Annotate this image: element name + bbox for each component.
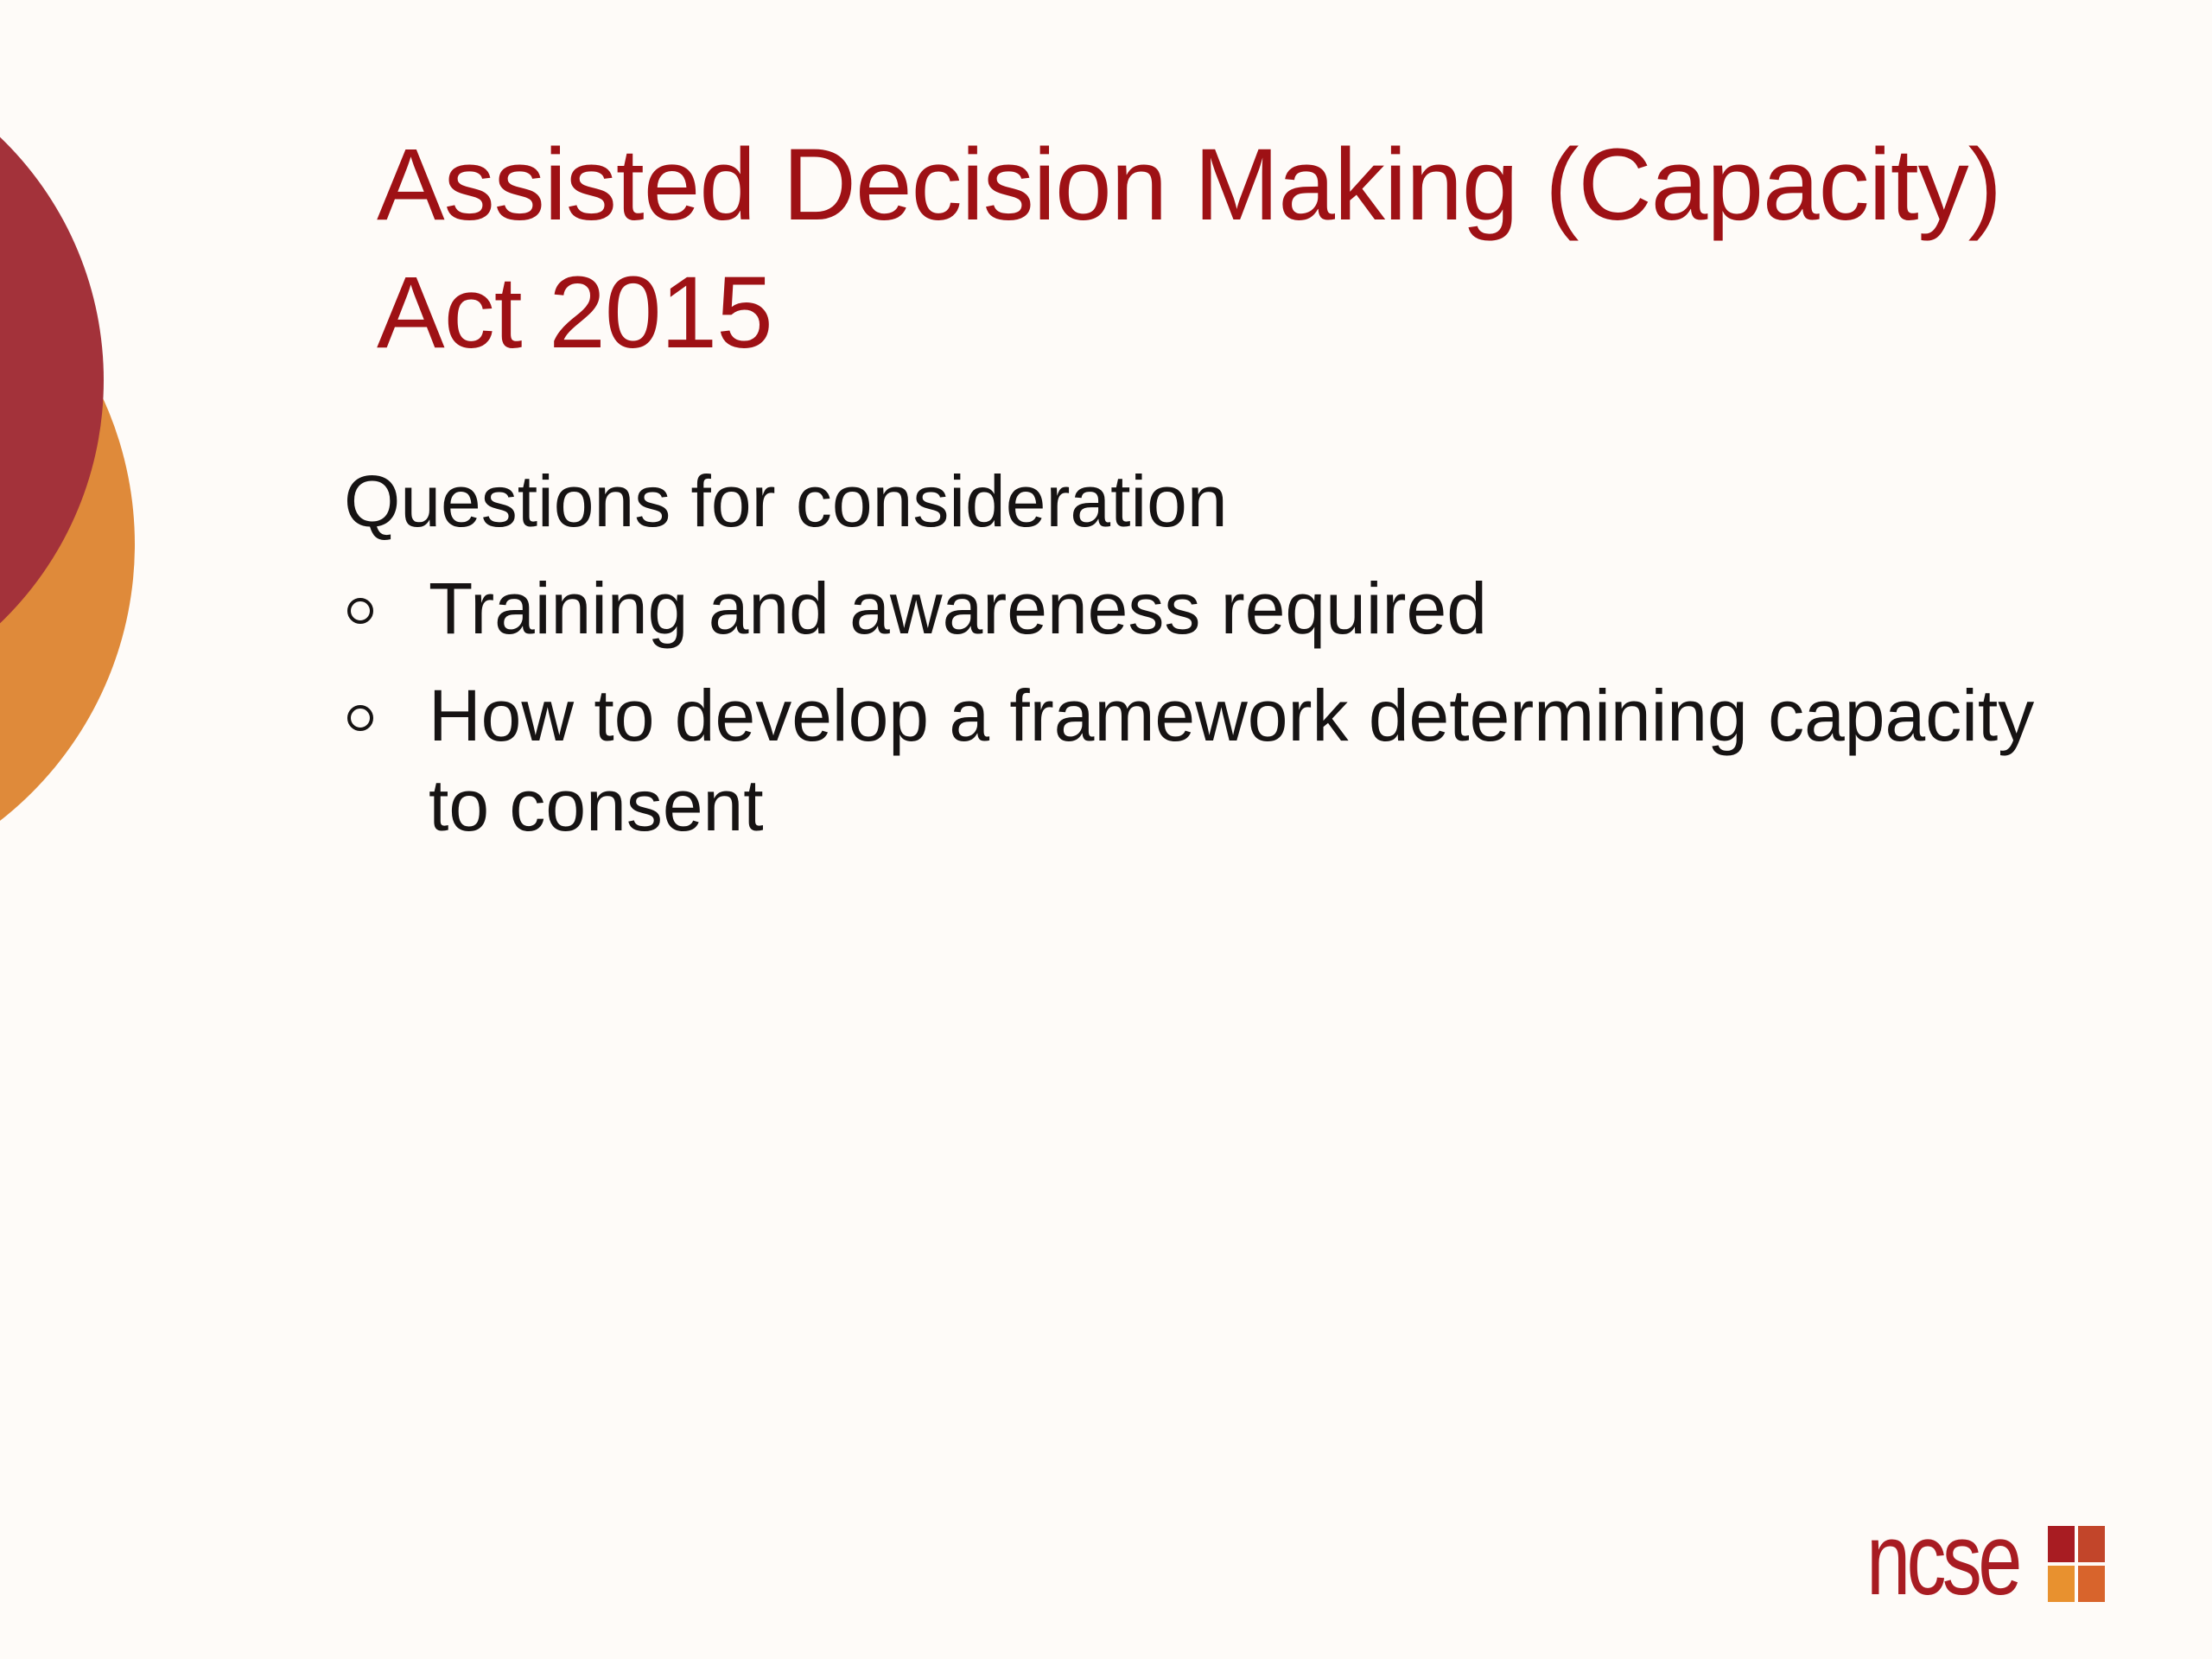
slide-body [344,458,2107,868]
ncse-logo [1866,1503,2108,1617]
logo-squares-icon [2048,1526,2105,1602]
slide-title [377,121,2105,377]
bullet-text: How to develop a framework determining capacity to consent [429,675,2035,846]
hollow-circle-bullet-icon [347,598,373,624]
bullet-list [344,563,2107,850]
logo-text: ncse [1866,1503,2018,1617]
lead-text: Questions for consideration [344,461,1228,542]
bullet-item [344,563,2107,653]
hollow-circle-bullet-icon [347,705,373,731]
decorative-circles [0,0,173,881]
title-line-1: Assisted Decision Making (Capacity) [377,128,2001,242]
bullet-item [344,671,2107,850]
bullet-text: Training and awareness required [429,568,1487,649]
title-line-2: Act 2015 [377,256,772,370]
